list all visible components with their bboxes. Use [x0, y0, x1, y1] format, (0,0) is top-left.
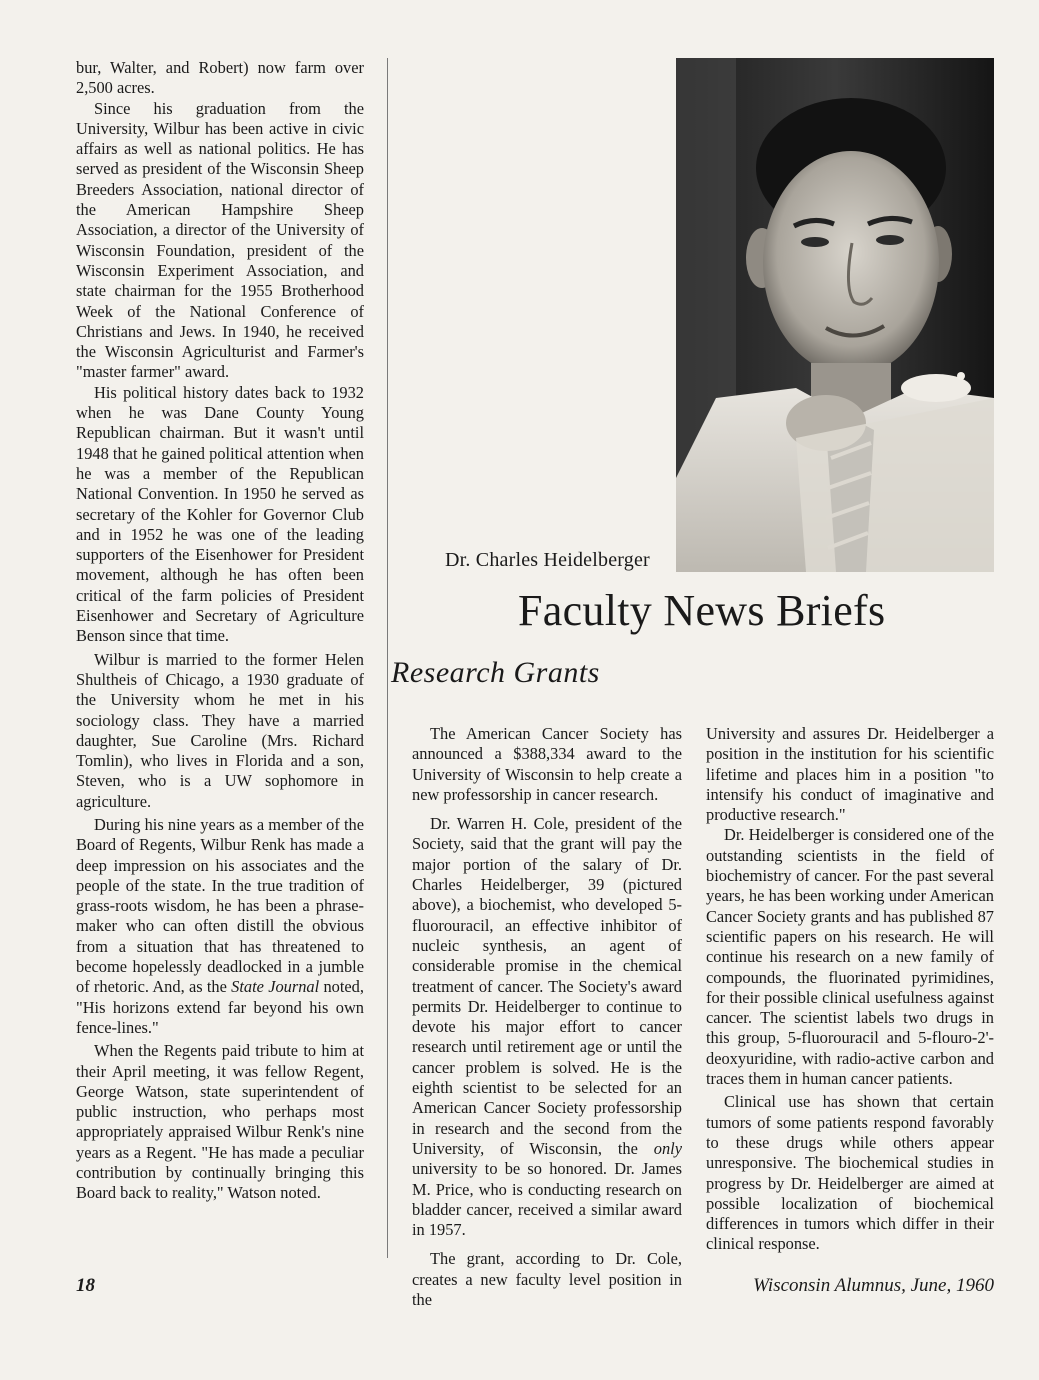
paragraph: Clinical use has shown that certain tumors of some patients respond favorably to these drugs while others appear unresponsive. The biochemical studies in progress by Dr. Heidelberger are aimed at possible localization of biochemical differences in tumors which differ in their clinical response. [706, 1092, 994, 1254]
portrait-illustration [676, 58, 994, 572]
paragraph: Wilbur is married to the former Helen Shultheis of Chicago, a 1930 graduate of the University whom he met in his sociology class. They have a married daughter, Sue Caroline (Mrs. Richard Tomlin), who lives in Florida and a son, Steven, who is a UW sophomore in agriculture. [76, 649, 364, 811]
paragraph: Dr. Heidelberger is considered one of the outstanding scientists in the field of biochemistry of cancer. For the past several years, he has been working under American Cancer Society grants and has published 87 scientific papers on his research. He will continue his research on a new family of compounds, the fluorinated pyrimidines, for their possible clinical usefulness against cancer. The scientist labels two drugs in this group, 5-fluorouracil and 5-flouro-2'-deoxyuridine, with radio-active carbon and traces them in human cancer patients. [706, 825, 994, 1089]
publication-footer: Wisconsin Alumnus, June, 1960 [753, 1275, 994, 1296]
article-headline: Faculty News Briefs [518, 586, 886, 635]
left-column [76, 58, 364, 1204]
column-divider [387, 58, 388, 1258]
article-subhead: Research Grants [391, 656, 600, 689]
page-number: 18 [76, 1275, 95, 1296]
right-column [706, 724, 994, 1255]
middle-column [412, 724, 682, 1310]
paragraph: bur, Walter, and Robert) now farm over 2,500 acres. [76, 58, 364, 98]
newspaper-title: State Journal [231, 977, 320, 997]
paragraph: The American Cancer Society has announced a $388,334 award to the University of Wisconsin to help create a new professorship in cancer research. [412, 724, 682, 804]
portrait-photo [676, 58, 994, 572]
emphasis: only [653, 1138, 682, 1158]
paragraph: During his nine years as a member of the Board of Regents, Wilbur Renk has made a deep impression on his associates and the people of the state. In the true tradition of grass-roots wisdom, he has been a phrase-maker who can often distill the obvious from a situation that has threatened to become hopelessly deadlocked in a jumble of rhetoric. And, as the State Journal noted, "His horizons extend far beyond his own fence-lines." [76, 814, 364, 1037]
paragraph: The grant, according to Dr. Cole, creates a new faculty level position in the [412, 1249, 682, 1310]
paragraph: His political history dates back to 1932 when he was Dane County Young Republican chairman. But it wasn't until 1948 that he gained political attention when he was a member of the Republican National Convention. In 1950 he served as secretary of the Kohler for Governor Club and in 1952 he was one of the leading supporters of the Eisenhower for President movement, although he has often been critical of the farm policies of President Eisenhower and Secretary of Agriculture Benson since that time. [76, 382, 364, 646]
paragraph: When the Regents paid tribute to him at their April meeting, it was fellow Regent, George Watson, state superintendent of public instruction, who perhaps most appropriately appraised Wilbur Renk's nine years as a Regent. "He has made a peculiar contribution by continually bringing this Board back to reality," Watson noted. [76, 1041, 364, 1203]
photo-caption: Dr. Charles Heidelberger [445, 549, 650, 571]
paragraph: Dr. Warren H. Cole, president of the Society, said that the grant will pay the major portion of the salary of Dr. Charles Heidelberger, 39 (pictured above), a biochemist, who developed 5-fluorouracil, an effective inhibitor of nucleic synthesis, an agent of considerable promise in the chemical treatment of cancer. The Society's award permits Dr. Heidelberger to continue to devote his major effort to cancer research until retirement age or until the cancer problem is solved. He is the eighth scientist to be selected for an American Cancer Society professorship in research and the second from the University, of Wisconsin, the only university to be so honored. Dr. James M. Price, who is conducting research on bladder cancer, received a similar award in 1957. [412, 814, 682, 1240]
paragraph: University and assures Dr. Heidelberger a position in the institution for his scientific lifetime and places him in a position "to intensify his conduct of imaginative and productive research." [706, 724, 994, 825]
paragraph: Since his graduation from the University, Wilbur has been active in civic affairs as well as national politics. He has served as president of the Wisconsin Sheep Breeders Association, national director of the American Hampshire Sheep Association, a director of the University of Wisconsin Foundation, president of the Wisconsin Experiment Association, and state chairman for the 1955 Brotherhood Week of the National Conference of Christians and Jews. In 1940, he received the Wisconsin Agriculturist and Farmer's "master farmer" award. [76, 98, 364, 382]
